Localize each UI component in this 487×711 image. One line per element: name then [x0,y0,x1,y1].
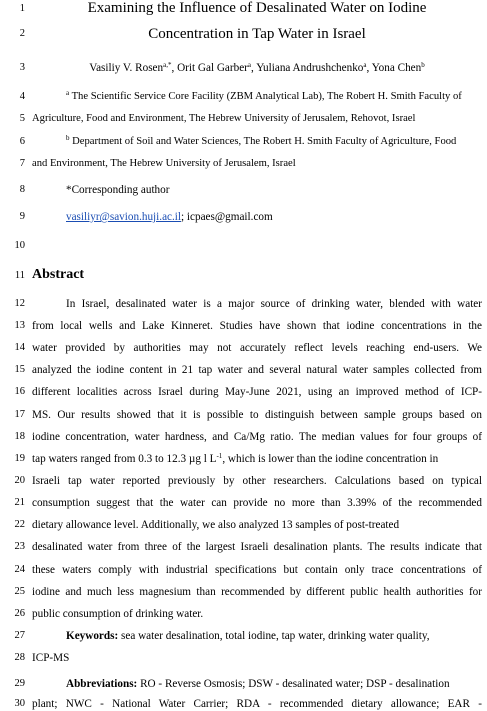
keywords-label: Keywords: [66,630,119,642]
abstract-line: Israeli tap water reported previously by other researchers. Calculations based on typical [32,475,482,487]
line-number: 12 [14,298,25,309]
abstract-line: desalinated water from three of the largest Israeli desalination plants. The results indicate that [32,541,482,553]
author-name: Yuliana Andrushchenko [256,62,364,74]
line-number: 23 [14,541,25,552]
line-number: 22 [14,519,25,530]
line-number: 10 [14,240,25,251]
abbreviations-label: Abbreviations: [66,678,138,690]
affiliation-b-line-2: and Environment, The Hebrew University of Jerusalem, Israel [32,158,296,169]
abstract-line: iodine concentration, water hardness, and Ca/Mg ratio. The median values for four groups of [32,431,482,443]
corresponding-author-note: *Corresponding author [66,184,170,196]
abstract-line: In Israel, desalinated water is a major source of drinking water, blended with water [66,298,482,310]
line-number: 9 [19,211,25,222]
keywords-line-2: ICP-MS [32,652,70,664]
line-number: 26 [14,608,25,619]
paper-title-line-2: Concentration in Tap Water in Israel [148,26,366,42]
abstract-line: dietary allowance level. Additionally, we also analyzed 13 samples of post-treated [32,519,400,531]
line-number: 2 [19,28,25,39]
line-number: 16 [14,386,25,397]
line-number: 30 [14,698,25,709]
line-number: 14 [14,342,25,353]
line-number: 13 [14,320,25,331]
abstract-line: these waters comply with industrial specifications but contain only trace concentrations of [32,564,482,576]
paper-title-line-1: Examining the Influence of Desalinated Water on Iodine [87,0,427,16]
line-number: 5 [19,113,25,124]
abstract-heading: Abstract [32,267,85,282]
line-number: 29 [14,678,25,689]
line-number: 20 [14,475,25,486]
line-number: 3 [19,62,25,73]
author-name: Yona Chen [371,62,422,74]
line-number: 1 [19,3,25,14]
author-name: Vasiliy V. Rosen [89,62,164,74]
abbreviations-line-1: Abbreviations: RO - Reverse Osmosis; DSW - desalinated water; DSP - desalination [66,678,450,690]
abbreviations-line-2: plant; NWC - National Water Carrier; RDA - recommended dietary allowance; EAR - [32,698,482,710]
abstract-line: iodine and much less magnesium than recommended by different public health authorities for [32,586,482,598]
abstract-line: from local wells and Lake Kinneret. Studies have shown that iodine concentrations in the [32,320,482,332]
line-number: 7 [19,158,25,169]
abstract-line: MS. Our results showed that it is possible to distinguish between sample groups based on [32,409,482,421]
line-number: 25 [14,586,25,597]
author-name: Orit Gal Garber [177,62,248,74]
affiliation-b-line-1: $^b$ Department of Soil and Water Sciences, The Robert H. Smith Faculty of Agriculture, Food [66,134,457,147]
line-number: 8 [19,184,25,195]
keywords-line-1: Keywords: sea water desalination, total iodine, tap water, drinking water quality, [66,630,430,642]
contact-emails: vasiliyr@savion.huji.ac.il; icpaes@gmail.com [66,211,273,223]
author-list: Vasiliy V. Rosen$^{a,*}$, Orit Gal Garber$^a$, Yuliana Andrushchenko$^a$, Yona Chen$^b$ [89,61,425,74]
line-number: 21 [14,497,25,508]
line-number: 4 [19,91,25,102]
abstract-line: different localities across Israel during May-June 2021, using an improved method of ICP- [32,386,482,398]
line-number: 28 [14,652,25,663]
line-number: 24 [14,564,25,575]
abstract-line: consumption suggest that the water can provide no more than 3.39% of the recommended [32,497,482,509]
affiliation-a-line-1: $^a$ The Scientific Service Core Facility (ZBM Analytical Lab), The Robert H. Smith Faculty of [66,89,462,102]
line-number: 6 [19,136,25,147]
line-number: 27 [14,630,25,641]
abstract-line: analyzed the iodine content in 21 tap water and several natural water samples collected from [32,364,482,376]
email-link[interactable]: vasiliyr@savion.huji.ac.il [66,211,182,223]
line-number: 15 [14,364,25,375]
abstract-line: tap waters ranged from 0.3 to 12.3 µg l $L^{-1}$, which is lower than the iodine concentration in [32,452,439,465]
abstract-line: water provided by authorities may not accurately reflect levels reaching end-users. We [32,342,482,354]
line-number: 18 [14,431,25,442]
abstract-line: public consumption of drinking water. [32,608,204,620]
line-number: 11 [14,270,25,281]
line-number: 17 [14,409,25,420]
line-number: 19 [14,453,25,464]
affiliation-a-line-2: Agriculture, Food and Environment, The Hebrew University of Jerusalem, Rehovot, Israel [32,113,416,124]
